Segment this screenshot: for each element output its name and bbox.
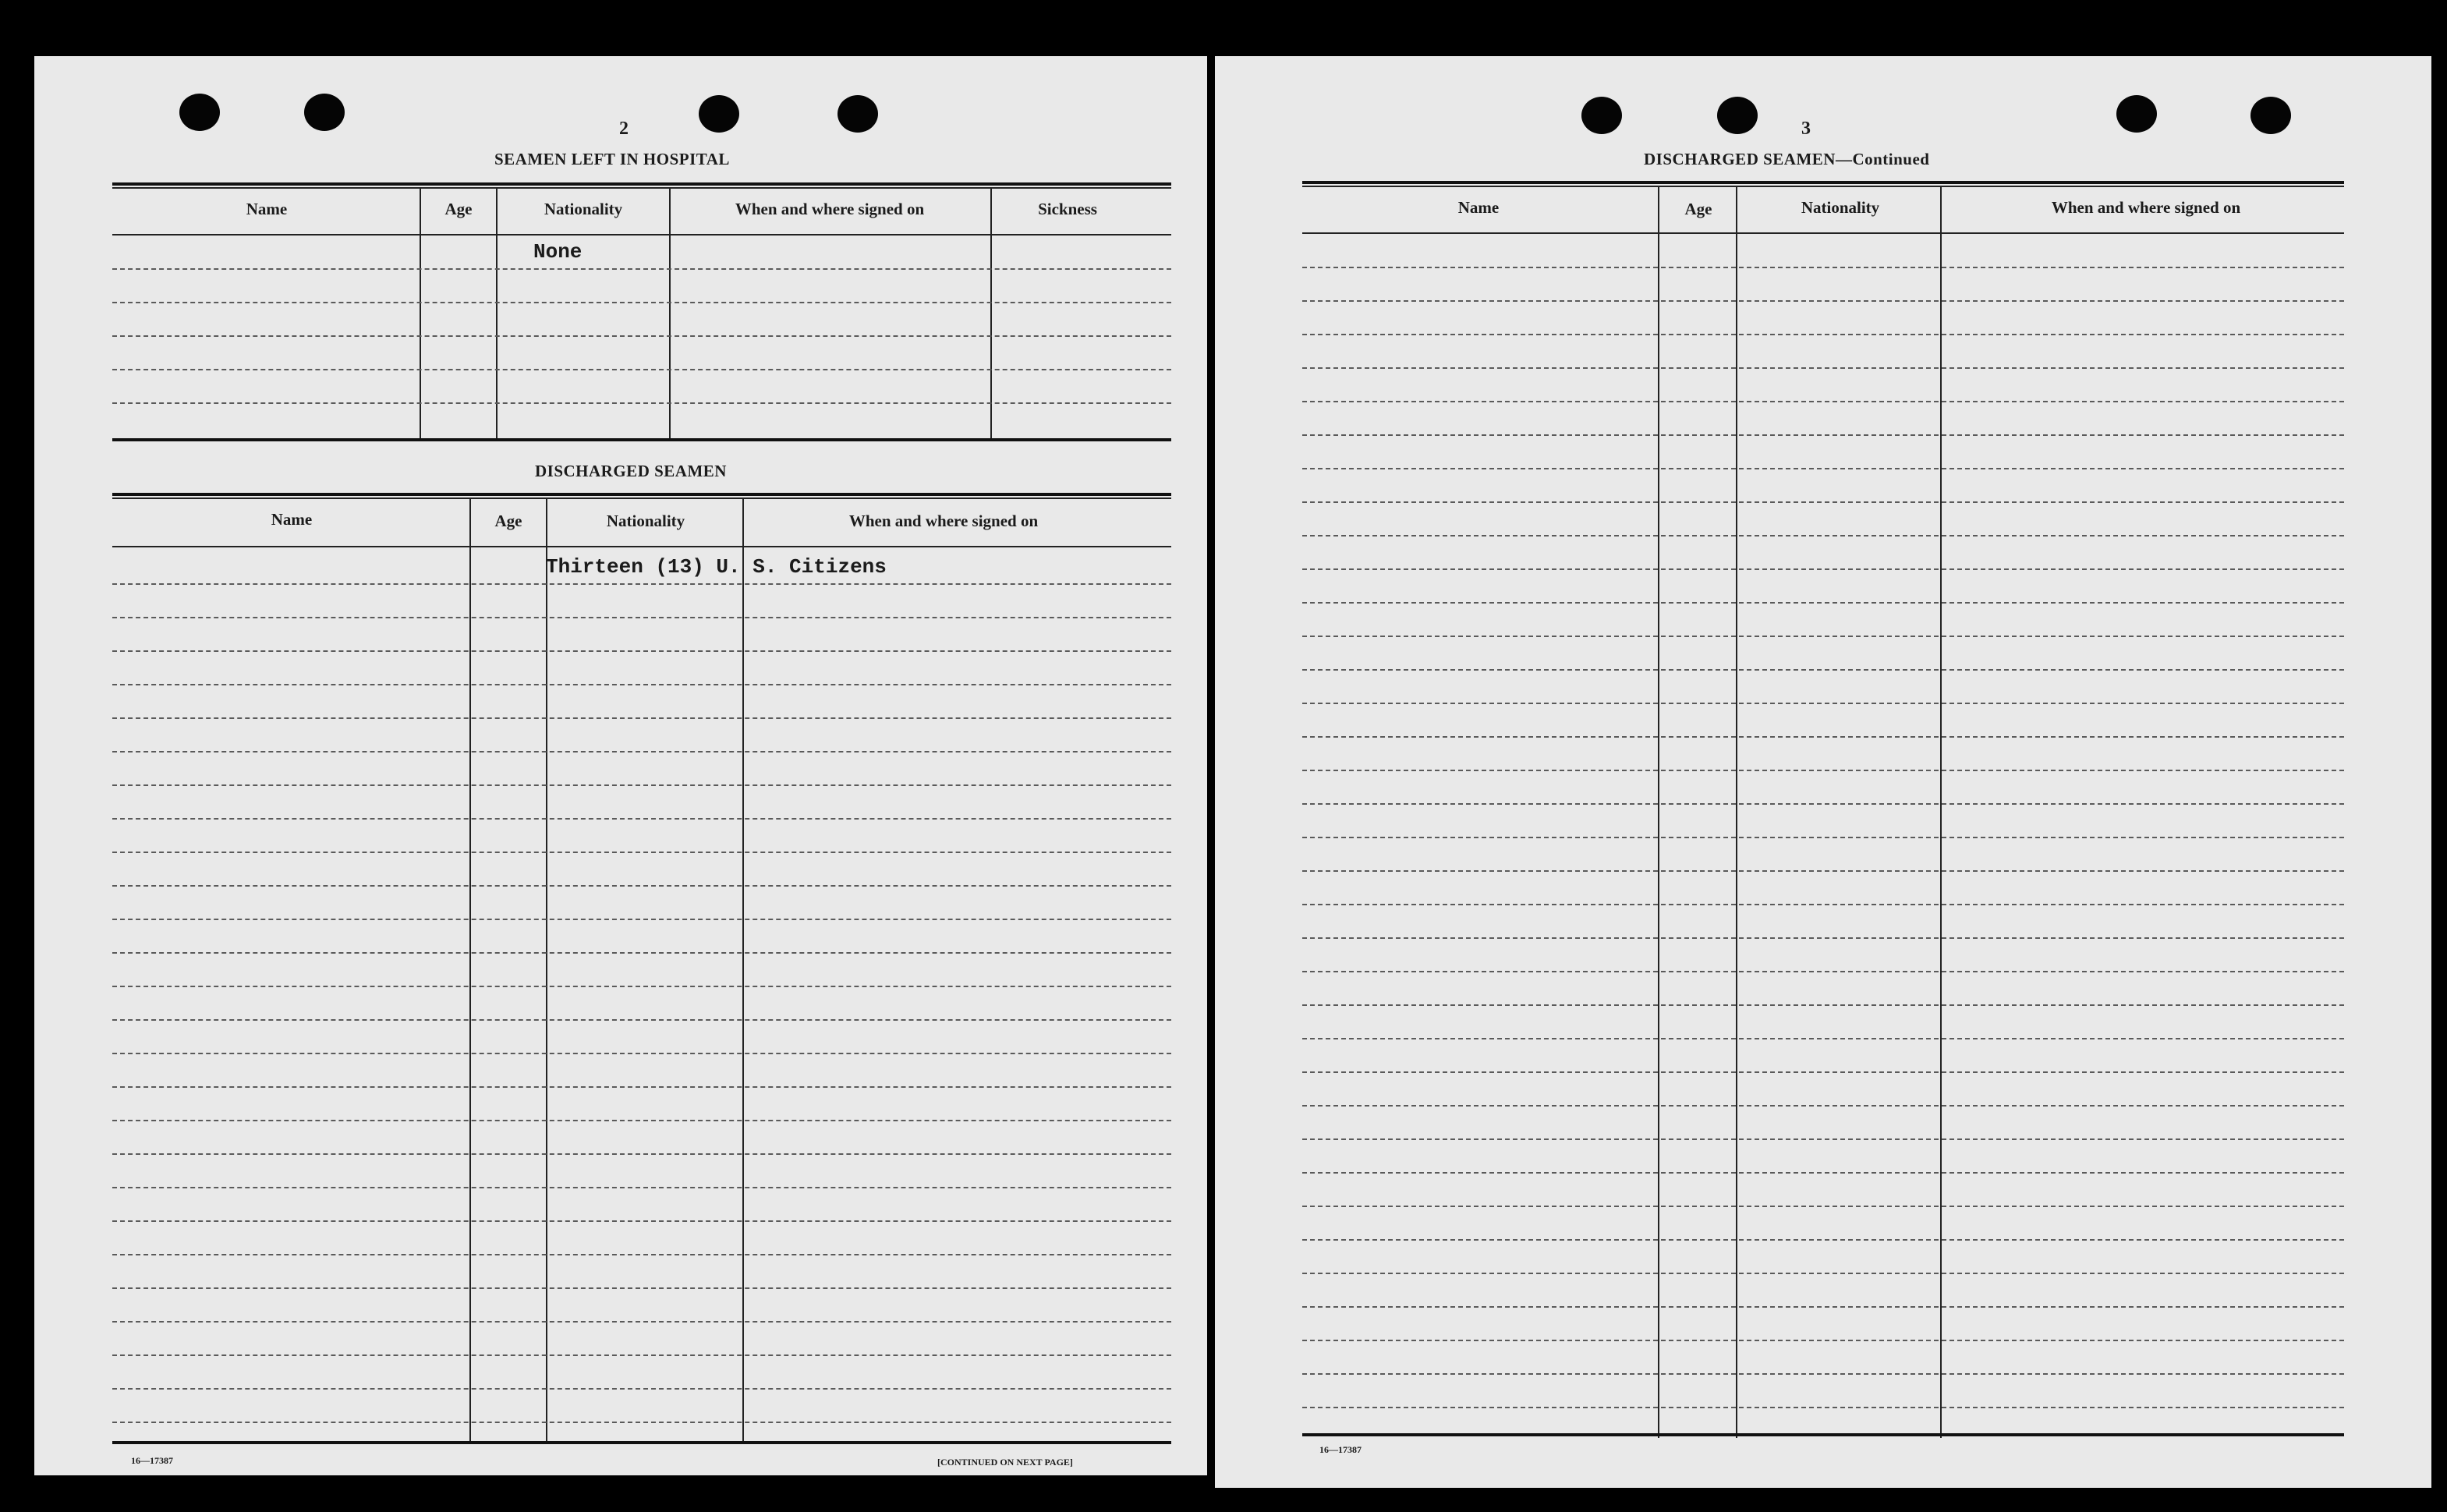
right-page (1215, 56, 2431, 1488)
discharged-entry: Thirteen (13) U. S. Citizens (546, 555, 887, 579)
punch-hole (179, 94, 220, 131)
form-number: 16—17387 (131, 1455, 173, 1466)
hospital-header-name: Name (246, 200, 288, 218)
punch-hole (1581, 97, 1622, 134)
continued-header-age: Age (1684, 200, 1712, 218)
page-number: 3 (1801, 119, 1811, 139)
discharged-continued-title: DISCHARGED SEAMEN—Continued (1644, 150, 1930, 168)
punch-hole (2250, 97, 2291, 134)
punch-hole (838, 95, 878, 133)
hospital-section-title: SEAMEN LEFT IN HOSPITAL (494, 150, 730, 168)
discharged-header-nationality: Nationality (606, 512, 685, 530)
continued-header-signed-on: When and where signed on (2051, 198, 2241, 217)
continued-header-nationality: Nationality (1801, 198, 1880, 217)
hospital-header-sickness: Sickness (1038, 200, 1097, 218)
hospital-header-age: Age (444, 200, 473, 218)
discharged-section-title: DISCHARGED SEAMEN (535, 462, 727, 480)
punch-hole (304, 94, 345, 131)
page-number: 2 (619, 119, 629, 139)
left-page (34, 56, 1207, 1475)
hospital-nationality-entry: None (533, 240, 583, 264)
punch-hole (2116, 95, 2157, 133)
punch-hole (699, 95, 739, 133)
discharged-header-name: Name (271, 510, 313, 529)
form-number: 16—17387 (1319, 1444, 1362, 1455)
discharged-header-signed-on: When and where signed on (848, 512, 1039, 530)
hospital-header-signed-on: When and where signed on (735, 200, 925, 218)
continued-header-name: Name (1457, 198, 1500, 217)
punch-hole (1717, 97, 1758, 134)
hospital-header-nationality: Nationality (544, 200, 623, 218)
continued-note: [CONTINUED ON NEXT PAGE] (937, 1457, 1073, 1468)
discharged-header-age: Age (494, 512, 522, 530)
